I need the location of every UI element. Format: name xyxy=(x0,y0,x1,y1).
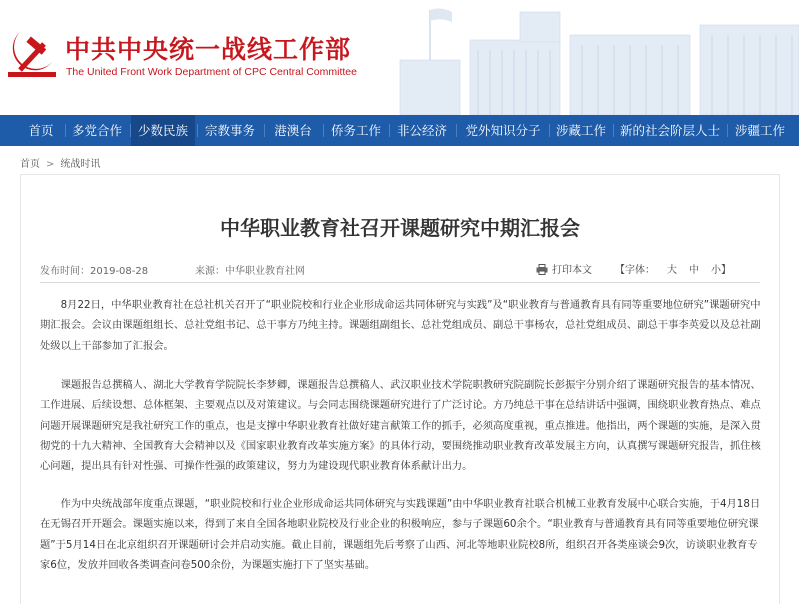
font-size-large-link[interactable]: 大 xyxy=(667,265,677,276)
nav-item-religion[interactable]: 宗教事务 xyxy=(204,123,255,138)
breadcrumb-separator: > xyxy=(46,159,55,170)
font-size-medium-link[interactable]: 中 xyxy=(689,265,699,276)
nav-item-tibet[interactable]: 涉藏工作 xyxy=(555,123,606,138)
printer-icon xyxy=(536,264,548,275)
breadcrumb-current-link[interactable]: 统战时讯 xyxy=(60,159,101,170)
nav-item-xinjiang[interactable]: 涉疆工作 xyxy=(734,123,785,138)
nav-item-ethnic[interactable]: 少数民族 xyxy=(131,115,195,146)
article-paragraph-3: 作为中央统战部年度重点课题，“职业院校和行业企业形成命运共同体研究与实践课题”由中华职业教育社联合机械工业教育发展中心联合实施，于4月18日在无锡召开开题会。课题实施以来，得到了来自全国各地职业院校及行业企业的积极响应，参与子课题60余个。“职业教育与普通教育具有同等重要地位研究课题”于5月14日在北京组织召开课题研讨会并启动实施。截止目前，课题组先后考察了山西、河北等地职业院校8所，组织召开各类座谈会9次，访谈职业教育专家6位，发放并回收各类调查问卷500余份，为课题实施打下了坚实基础。 xyxy=(40,498,761,571)
breadcrumb-home-link[interactable]: 首页 xyxy=(20,159,40,170)
article-paragraph-1: 8月22日，中华职业教育社在总社机关召开了“职业院校和行业企业形成命运共同体研究与实践”及“职业教育与普通教育具有同等重要地位研究”课题研究中期汇报会。会议由课题组组长、总社党组书记、总干事方乃纯主持。课题组副组长、总社党组成员、副总干事杨农，总社党组成员、副总干事李英爱以及总社副处级以上干部参加了汇报会。 xyxy=(40,299,761,352)
article-source: 来源：中华职业教育社网 xyxy=(195,266,305,277)
article-paragraph-2: 课题报告总撰稿人、湖北大学教育学院院长李梦卿，课题报告总撰稿人、武汉职业技术学院职教研究院副院长彭振宇分别介绍了课题研究报告的基本情况、工作进展、后续设想、总体框架、主要观点以及对策建议。与会同志围绕课题研究进行了广泛讨论。方乃纯总干事在总结讲话中强调，围绕职业教育热点、难点问题开展课题研究是我社研究工作的重点，也是支撑中华职业教育社做好建言献策工作的抓手，必须高度重视，重点推进。他指出，两个课题的实施，是深入贯彻党的十九大精神、全国教育大会精神以及《国家职业教育改革实施方案》的具体行动，要围绕推动职业教育改革发展主方向，认真撰写课题研究报告，抓住核心问题，提出具有针对性强、可操作性强的政策建议，努力为建设现代职业教育体系献计出力。 xyxy=(40,379,761,473)
nav-item-new-social-strata[interactable]: 新的社会阶层人士 xyxy=(619,123,720,138)
site-header xyxy=(0,0,799,115)
site-title: 中共中央统一战线工作部 xyxy=(65,35,352,64)
main-nav xyxy=(0,115,799,146)
font-size-small-link[interactable]: 小】 xyxy=(711,265,731,276)
nav-item-hk-macao-taiwan[interactable]: 港澳台 xyxy=(274,123,312,138)
print-button[interactable] xyxy=(536,261,592,276)
building-banner-image xyxy=(360,0,799,115)
nav-item-intellectuals[interactable]: 党外知识分子 xyxy=(465,123,541,138)
site-subtitle: The United Front Work Department of CPC Central Committee xyxy=(66,66,357,78)
publish-date: 发布时间：2019-08-28 xyxy=(40,266,149,277)
breadcrumb xyxy=(20,155,100,170)
print-label: 打印本文 xyxy=(552,265,592,276)
meta-divider xyxy=(40,282,760,283)
article-title: 中华职业教育社召开课题研究中期汇报会 xyxy=(220,216,580,240)
nav-item-multiparty[interactable]: 多党合作 xyxy=(71,123,122,138)
nav-item-overseas[interactable]: 侨务工作 xyxy=(330,123,381,138)
nav-item-home[interactable]: 首页 xyxy=(28,123,54,138)
font-size-label: 【字体： xyxy=(615,265,655,276)
font-size-control xyxy=(615,261,737,276)
nav-item-private-economy[interactable]: 非公经济 xyxy=(396,123,447,138)
party-emblem-icon xyxy=(6,22,58,80)
